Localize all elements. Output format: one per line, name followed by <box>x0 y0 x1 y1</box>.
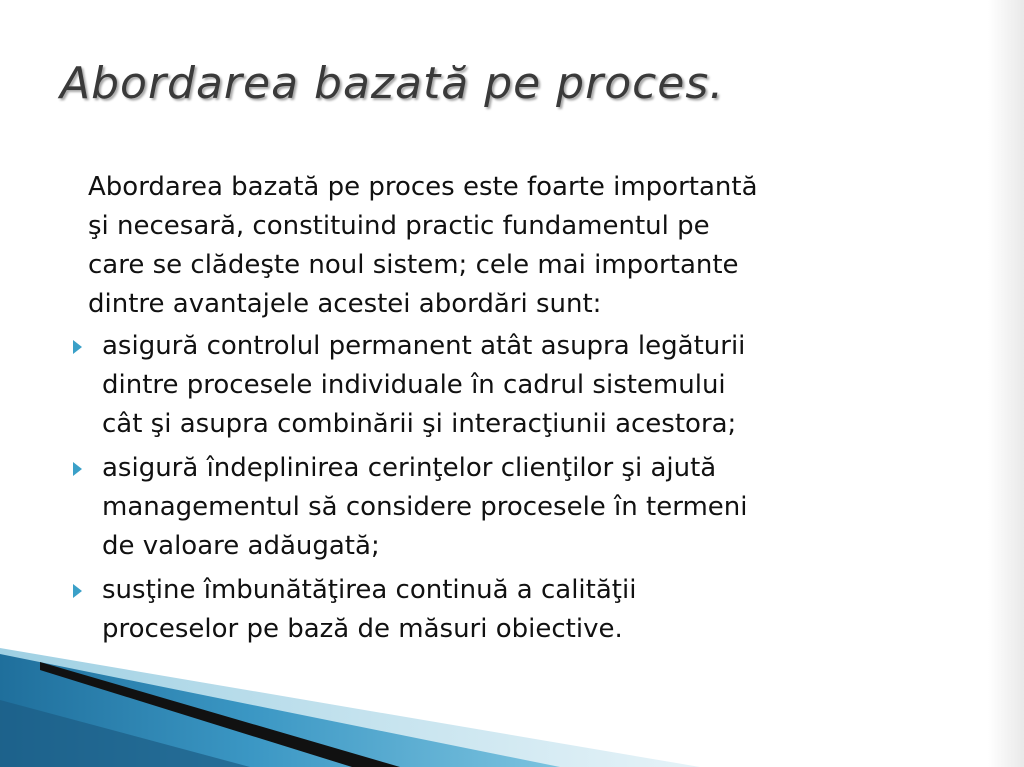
bullet-line: asigură controlul permanent atât asupra legăturii <box>102 331 746 361</box>
bullet-item <box>60 571 990 649</box>
slide-title: Abordarea bazată pe proces. <box>60 58 725 109</box>
bullet-text <box>102 571 990 649</box>
bullet-line: managementul să considere procesele în termeni <box>102 492 748 522</box>
bottom-left-decoration <box>0 640 700 767</box>
bullet-line: de valoare adăugată; <box>102 531 380 561</box>
triangle-bullet-icon <box>73 340 82 354</box>
bullet-item <box>60 327 990 444</box>
intro-paragraph <box>88 168 968 324</box>
bullet-text <box>102 449 990 566</box>
intro-line: dintre avantajele acestei abordări sunt: <box>88 289 602 319</box>
intro-line: şi necesară, constituind practic fundamentul pe <box>88 211 710 241</box>
bullet-line: cât şi asupra combinării şi interacţiunii acestora; <box>102 409 737 439</box>
bullet-item <box>60 449 990 566</box>
right-edge-shade <box>988 0 1024 767</box>
bullet-text <box>102 327 990 444</box>
bullet-line: proceselor pe bază de măsuri obiective. <box>102 614 623 644</box>
triangle-bullet-icon <box>73 462 82 476</box>
bullet-line: asigură îndeplinirea cerinţelor clienţilor şi ajută <box>102 453 717 483</box>
intro-line: care se clădeşte noul sistem; cele mai importante <box>88 250 739 280</box>
bullet-line: susţine îmbunătăţirea continuă a calităţii <box>102 575 637 605</box>
triangle-bullet-icon <box>73 584 82 598</box>
bullet-list <box>60 327 990 654</box>
intro-line: Abordarea bazată pe proces este foarte importantă <box>88 172 758 202</box>
bullet-line: dintre procesele individuale în cadrul sistemului <box>102 370 726 400</box>
